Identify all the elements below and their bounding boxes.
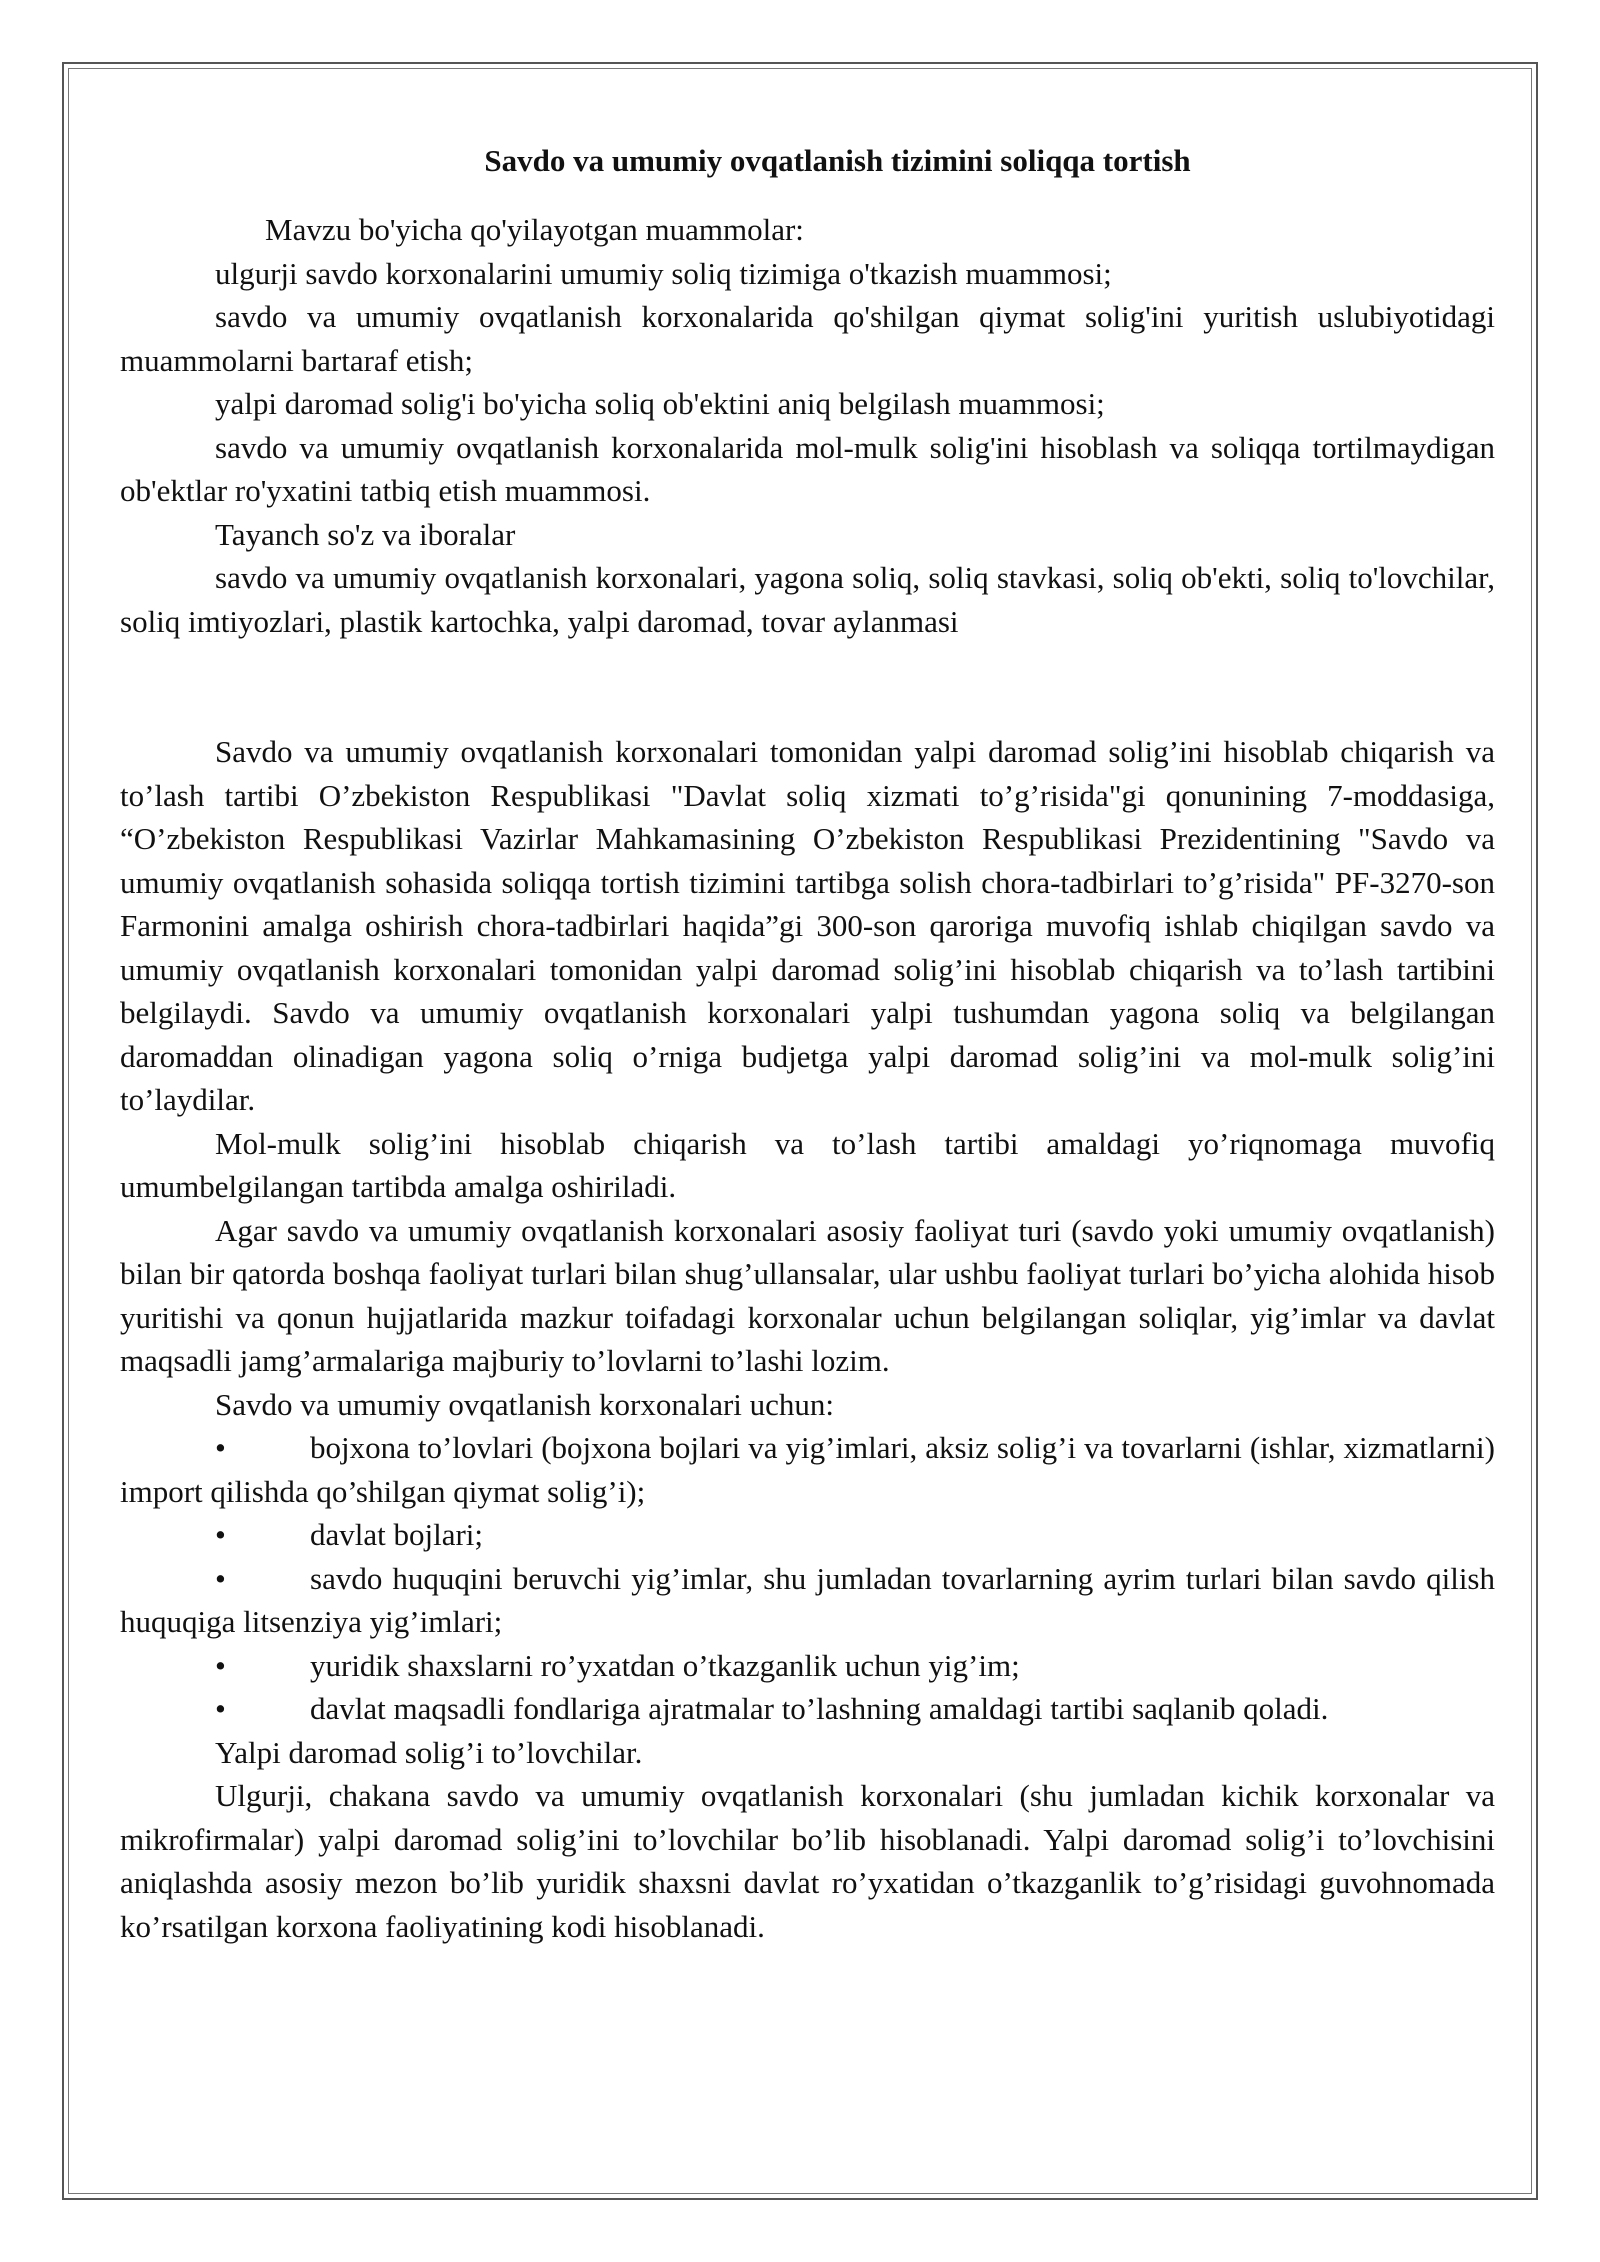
document-page xyxy=(120,140,1495,1948)
bullet-item xyxy=(120,1513,1495,1557)
body-paragraph: Ulgurji, chakana savdo va umumiy ovqatlanish korxonalari (shu jumladan kichik korxonalar va mikrofirmalar) yalpi daromad solig’ini to’lovchilar bo’lib hisoblanadi. Yalpi daromad solig’i to’lovchisini aniqlashda asosiy mezon bo’lib yuridik shaxsni davlat ro’yxatidan o’tkazganlik to’g’risidagi guvohnomada ko’rsatilgan korxona faoliyatining kodi hisoblanadi. xyxy=(120,1778,1495,1944)
bullet-text: davlat bojlari; xyxy=(310,1517,484,1552)
problem-item: savdo va umumiy ovqatlanish korxonalarida mol-mulk solig'ini hisoblash va soliqqa tortilmaydigan ob'ektlar ro'yxatini tatbiq etish muammosi. xyxy=(120,429,1495,508)
keywords-text: savdo va umumiy ovqatlanish korxonalari, yagona soliq, soliq stavkasi, soliq ob'ekti, soliq to'lovchilar, soliq imtiyozlari, plastik kartochka, yalpi daromad, tovar aylanmasi xyxy=(120,560,1495,639)
bullet-item xyxy=(120,1687,1495,1731)
bullet-marker: • xyxy=(215,1691,226,1726)
bullet-item xyxy=(120,1557,1495,1644)
bullet-text: bojxona to’lovlari (bojxona bojlari va yig’imlari, aksiz solig’i va tovarlarni (ishlar, xizmatlarni) import qilishda qo’shilgan qiymat solig’i); xyxy=(120,1430,1495,1509)
keywords-heading: Tayanch so'z va iboralar xyxy=(215,516,516,552)
bullet-item xyxy=(120,1644,1495,1688)
bullet-text: yuridik shaxslarni ro’yxatdan o’tkazganlik uchun yig’im; xyxy=(310,1647,1020,1683)
bullet-marker: • xyxy=(215,1517,226,1552)
document-title: Savdo va umumiy ovqatlanish tizimini soliqqa tortish xyxy=(484,143,1191,178)
body-paragraph: Yalpi daromad solig’i to’lovchilar. xyxy=(215,1734,643,1770)
body-paragraph: Agar savdo va umumiy ovqatlanish korxonalari asosiy faoliyat turi (savdo yoki umumiy ovqatlanish) bilan bir qatorda boshqa faoliyat turlari bilan shug’ullansalar, ular ushbu faoliyat turlari bo’yicha alohida hisob yuritishi va qonun hujjatlarida mazkur toifadagi korxonalar uchun belgilangan soliqlar, yig’imlar va davlat maqsadli jamg’armalariga majburiy to’lovlarni to’lashi lozim. xyxy=(120,1212,1495,1378)
body-paragraph: Savdo va umumiy ovqatlanish korxonalari uchun: xyxy=(215,1386,835,1422)
problem-item: ulgurji savdo korxonalarini umumiy soliq tizimiga o'tkazish muammosi; xyxy=(215,255,1112,291)
problem-item: savdo va umumiy ovqatlanish korxonalarida qo'shilgan qiymat solig'ini yuritish uslubiyotidagi muammolarni bartaraf etish; xyxy=(120,299,1495,378)
bullet-item xyxy=(120,1426,1495,1513)
bullet-text: savdo huquqini beruvchi yig’imlar, shu jumladan tovarlarning ayrim turlari bilan savdo qilish huquqiga litsenziya yig’imlari; xyxy=(120,1560,1495,1639)
problem-item: yalpi daromad solig'i bo'yicha soliq ob'ektini aniq belgilash muammosi; xyxy=(215,386,1105,421)
bullet-marker: • xyxy=(215,1560,226,1596)
bullet-marker: • xyxy=(215,1430,226,1465)
section-spacer xyxy=(120,643,1495,730)
body-paragraph: Savdo va umumiy ovqatlanish korxonalari tomonidan yalpi daromad solig’ini hisoblab chiqarish va to’lash tartibi O’zbekiston Respublikasi "Davlat soliq xizmati to’g’risida"gi qonunining 7-moddasiga, “O’zbekiston Respublikasi Vazirlar Mahkamasining O’zbekiston Respublikasi Prezidentining "Savdo va umumiy ovqatlanish sohasida soliqqa tortish tizimini tartibga solish chora-tadbirlari to’g’risida" PF-3270-son Farmonini amalga oshirish chora-tadbirlari haqida”gi 300-son qaroriga muvofiq ishlab chiqilgan savdo va umumiy ovqatlanish korxonalari tomonidan yalpi daromad solig’ini hisoblab chiqarish va to’lash tartibini belgilaydi. Savdo va umumiy ovqatlanish korxonalari yalpi tushumdan yagona soliq va belgilangan daromaddan olinadigan yagona soliq o’rniga budjetga yalpi daromad solig’ini va mol-mulk solig’ini to’laydilar. xyxy=(120,734,1495,1117)
problems-heading: Mavzu bo'yicha qo'yilayotgan muammolar: xyxy=(265,212,804,247)
bullet-text: davlat maqsadli fondlariga ajratmalar to’lashning amaldagi tartibi saqlanib qoladi. xyxy=(310,1691,1329,1726)
bullet-marker: • xyxy=(215,1647,226,1683)
body-paragraph: Mol-mulk solig’ini hisoblab chiqarish va to’lash tartibi amaldagi yo’riqnomaga muvofiq umumbelgilangan tartibda amalga oshiriladi. xyxy=(120,1125,1495,1204)
